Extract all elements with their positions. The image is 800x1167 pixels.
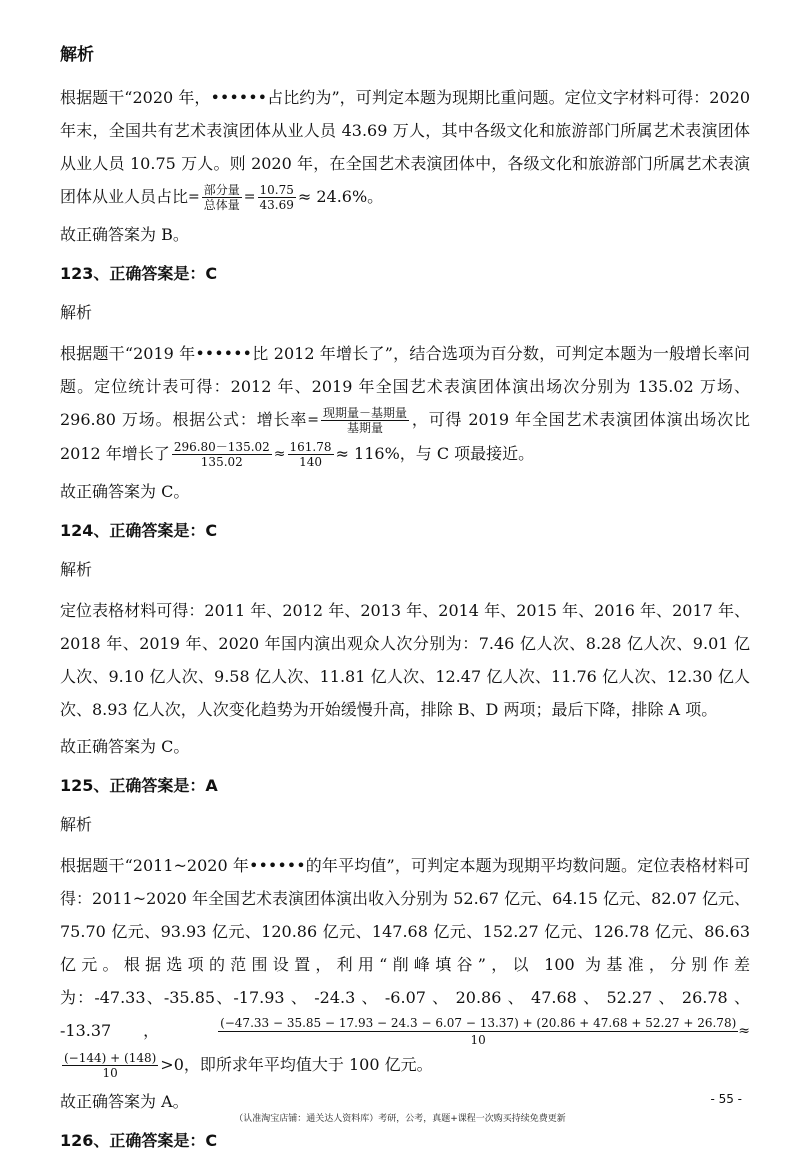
fraction: [288, 440, 334, 469]
paragraph-text: >0，即所求年平均值大于 100 亿元。: [160, 1055, 433, 1074]
numerator: 现期量－基期量: [322, 406, 407, 420]
denominator: 10: [102, 1066, 118, 1080]
fraction: [172, 440, 272, 469]
answer-heading: 125、正确答案是：A: [60, 776, 218, 795]
denominator: 135.02: [200, 455, 243, 469]
paragraph: 定位表格材料可得：2011 年、2012 年、2013 年、2014 年、2015 年、2016 年、2017 年、2018 年、2019 年、2020 年国内演出观众人次分别为：7.46 亿人次、8.28 亿人次、9.01 亿人次、9.10 亿人次、9.58 亿人次、11.81 亿人次、12.47 亿人次、11.76 亿人次、12.30 亿人次、8.93 亿人次，人次变化趋势为开始缓慢升高，排除 B、D 两项；最后下降，排除 A 项。: [60, 601, 750, 719]
fraction: [258, 183, 296, 212]
result-text: ≈ 24.6%。: [297, 187, 384, 206]
paragraph-text: 根据题干“2019 年••••••比 2012 年增长了”，结合选项为百分数，可判定本题为一般增长率问题。定位统计表可得：2012 年、2019 年全国艺术表演团体演出场次分别为 135.02 万场、296.80 万场。根据公式：增长率: [60, 344, 750, 429]
fraction: [218, 1015, 738, 1048]
denominator: 43.69: [259, 198, 294, 212]
paragraph-text: 根据题干“2020 年，••••••占比约为”，可判定本题为现期比重问题。定位文字材料可得：2020 年末，全国共有艺术表演团体从业人员 43.69 万人，其中各级文化和旅游部门所属艺术表演团体从业人员 10.75 万人。则 2020 年，在全国艺术表演团体中，各级文化和旅游部门所属艺术表演团体从业人员占比: [60, 88, 750, 206]
page-footer: （认准淘宝店铺：通关达人资料库）考研，公考，真题+课程一次购买持续免费更新: [234, 1114, 566, 1124]
page-content: [60, 40, 750, 1167]
analysis-label: 解析: [60, 560, 93, 579]
numerator: 161.78: [289, 440, 332, 454]
numerator: 部分量: [203, 183, 240, 197]
fraction: [62, 1051, 158, 1080]
answer-heading: 126、正确答案是：C: [60, 1131, 218, 1150]
denominator: 10: [470, 1033, 486, 1047]
denominator: 140: [299, 455, 322, 469]
paragraph: 根据题干“2019 年••••••比 2012 年增长了”，结合选项为百分数，可判定本题为一般增长率问题。定位统计表可得：2012 年、2019 年全国艺术表演团体演出场次分别为 135.02 万场、296.80 万场。根据公式：增长率= $\frac{\text{现期量－基期量}}{\text{基期量}}$ ，可得 2019 年全国艺术表演团体演出场次比 2012 年增长了 $\frac{296.80-135.02}{135.02}$ ≈ $\frac{161.78}{140}$ ≈ 116%，与 C 项最接近。: [60, 344, 750, 469]
conclusion: 故正确答案为 C。: [60, 737, 190, 756]
numerator: (−144) + (148): [64, 1051, 157, 1065]
numerator: (−47.33 − 35.85 − 17.93 − 24.3 − 6.07 − 13.37) + (20.86 + 47.68 + 52.27 + 26.78): [220, 1016, 737, 1030]
numerator: 10.75: [259, 183, 294, 197]
paragraph: [60, 849, 750, 1081]
conclusion: 故正确答案为 A。: [60, 1092, 189, 1111]
analysis-label: 解析: [60, 303, 93, 322]
fraction: [202, 183, 242, 212]
conclusion: 故正确答案为 B。: [60, 225, 189, 244]
answer-heading: 123、正确答案是：C: [60, 264, 218, 283]
answer-heading: 124、正确答案是：C: [60, 521, 218, 540]
denominator: 基期量: [346, 421, 383, 435]
paragraph: 根据题干“2020 年，••••••占比约为”，可判定本题为现期比重问题。定位文字材料可得：2020 年末，全国共有艺术表演团体从业人员 43.69 万人，其中各级文化和旅游部门所属艺术表演团体从业人员 10.75 万人。则 2020 年，在全国艺术表演团体中，各级文化和旅游部门所属艺术表演团体从业人员占比= $\frac{\text{部分量}}{\text{总体量}}$ = $\frac{10.75}{43.69}$ ≈ 24.6%。: [60, 88, 750, 212]
fraction: [321, 406, 409, 435]
page-number: - 55 -: [710, 1092, 742, 1106]
analysis-label: 解析: [60, 45, 94, 65]
paragraph-text: ，可得 2019 年全国艺术表演团体演出场次比 2012 年增长了: [60, 410, 750, 463]
paragraph-text: ≈ 116%，与 C 项最接近。: [335, 444, 535, 463]
conclusion: 故正确答案为 C。: [60, 482, 190, 501]
numerator: 296.80－135.02: [173, 440, 270, 454]
approx-sign: ≈: [738, 1023, 750, 1039]
denominator: 总体量: [203, 198, 240, 212]
analysis-label: 解析: [60, 815, 93, 834]
paragraph-text: 根据题干“2011~2020 年••••••的年平均值”，可判定本题为现期平均数问题。定位表格材料可得：2011~2020 年全国艺术表演团体演出收入分别为 52.67 亿元、64.15 亿元、82.07 亿元、75.70 亿元、93.93 亿元、120.86 亿元、147.68 亿元、152.27 亿元、126.78 亿元、86.63 亿元。根据选项的范围设置，利用“削峰填谷”，以 100 为基准，分别作差为：-47.33、-35.85、-17.93 、 -24.3 、 -6.07 、 20.86 、 47.68 、 52.27 、 26.78 、 -13.37 ，: [60, 856, 750, 1040]
